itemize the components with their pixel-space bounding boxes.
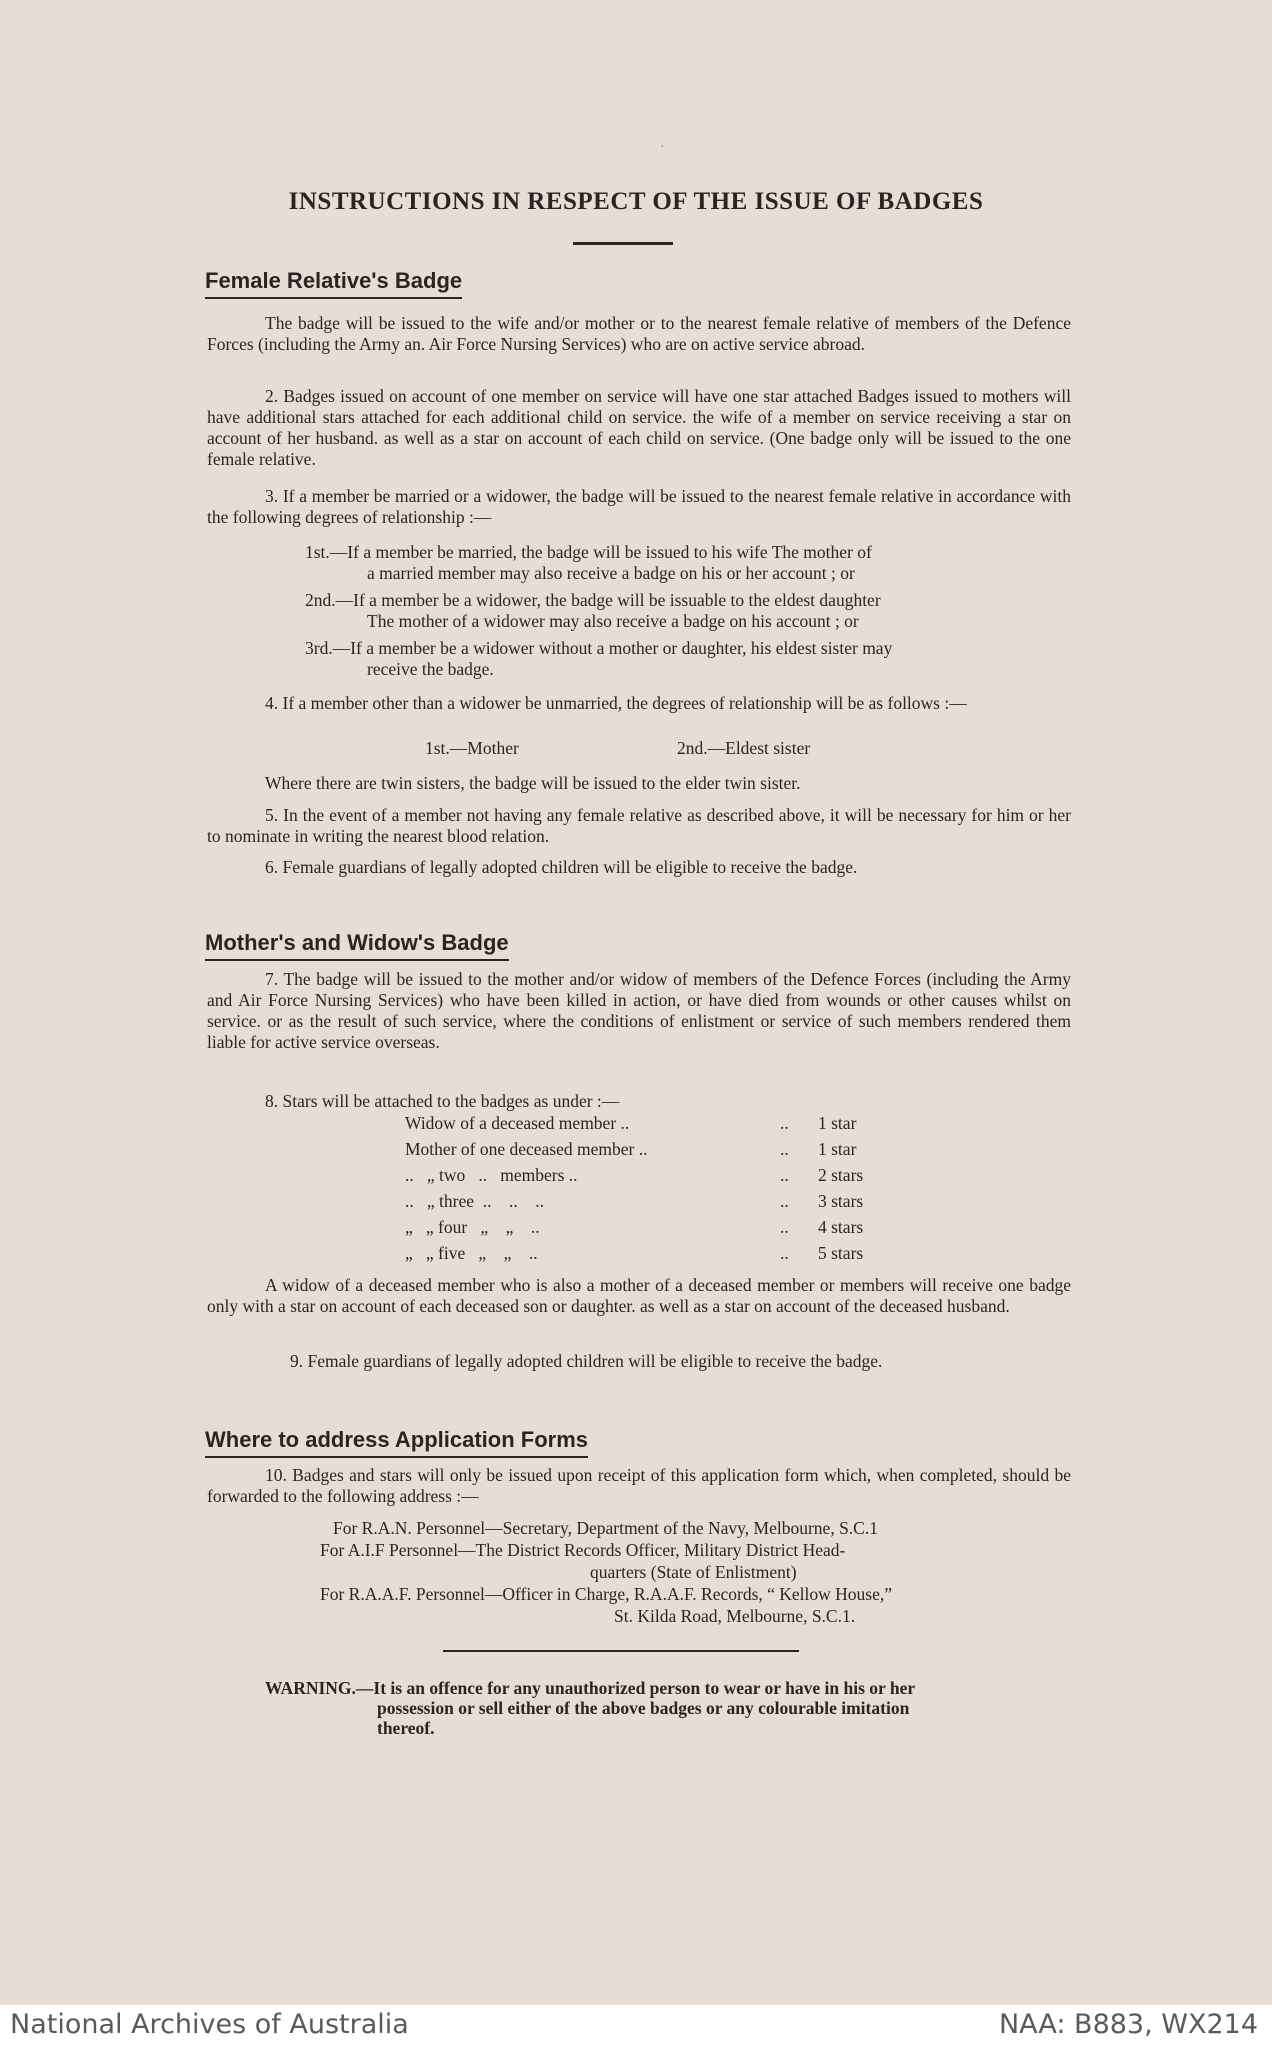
degree-1st-line2: a married member may also receive a badge on his or her account ; or	[367, 563, 855, 583]
warning-line3: thereof.	[377, 1718, 435, 1738]
address-raaf-line1: For R.A.A.F. Personnel—Officer in Charge, R.A.A.F. Records, “ Kellow House,”	[320, 1584, 893, 1604]
stars-row-value: 2 stars	[818, 1165, 864, 1185]
relationship-first: 1st.—Mother	[425, 738, 519, 758]
warning-line2: possession or sell either of the above badges or any colourable imitation	[377, 1698, 910, 1718]
stars-row-dots: ..	[780, 1217, 789, 1237]
heading-mother-widow: Mother's and Widow's Badge	[205, 930, 509, 961]
warning-line1: WARNING.—It is an offence for any unauthorized person to wear or have in his or her	[265, 1678, 916, 1698]
stars-row-dots: ..	[780, 1243, 789, 1263]
heading-address: Where to address Application Forms	[205, 1427, 588, 1458]
degree-1st-line1: 1st.—If a member be married, the badge will be issued to his wife The mother of	[305, 542, 872, 562]
archive-footer	[0, 2005, 1272, 2048]
stars-row-label: Mother of one deceased member ..	[405, 1139, 648, 1159]
paragraph-10: 10. Badges and stars will only be issued upon receipt of this application form which, when completed, should be forwarded to the following address :—	[207, 1465, 1071, 1506]
paragraph-6: 6. Female guardians of legally adopted children will be eligible to receive the badge.	[265, 857, 858, 877]
stars-row-dots: ..	[780, 1165, 789, 1185]
stars-row-label: .. „ three .. .. ..	[405, 1191, 544, 1211]
twin-sisters-note: Where there are twin sisters, the badge will be issued to the elder twin sister.	[265, 773, 801, 793]
stars-row-label: .. „ two .. members ..	[405, 1165, 578, 1185]
heading-female-relative: Female Relative's Badge	[205, 268, 462, 299]
page-title: INSTRUCTIONS IN RESPECT OF THE ISSUE OF BADGES	[288, 188, 984, 215]
stars-row-label: „ „ four „ „ ..	[405, 1217, 540, 1237]
degree-3rd-line1: 3rd.—If a member be a widower without a mother or daughter, his eldest sister may	[305, 638, 893, 658]
degree-3rd-line2: receive the badge.	[367, 659, 494, 679]
stars-row-dots: ..	[780, 1191, 789, 1211]
paragraph-4: 4. If a member other than a widower be unmarried, the degrees of relationship will be as follows :—	[265, 693, 967, 713]
degree-3rd	[305, 638, 1071, 680]
degree-1st	[305, 542, 1071, 584]
stars-row-value: 3 stars	[818, 1191, 864, 1211]
address-aif-line1: For A.I.F Personnel—The District Records Officer, Military District Head-	[320, 1540, 846, 1560]
paragraph-8: 8. Stars will be attached to the badges as under :—	[265, 1091, 620, 1111]
address-raaf-line2: St. Kilda Road, Melbourne, S.C.1.	[614, 1606, 856, 1626]
widow-note: A widow of a deceased member who is also a mother of a deceased member or members will receive one badge only with a star on account of each deceased son or daughter. as well as a star on account of the deceased husband.	[207, 1275, 1071, 1316]
stars-row-value: 4 stars	[818, 1217, 864, 1237]
degree-2nd	[305, 590, 1071, 632]
address-aif-line2: quarters (State of Enlistment)	[590, 1562, 797, 1582]
stars-row-value: 1 star	[818, 1139, 857, 1159]
title-divider	[573, 242, 673, 245]
address-ran: For R.A.N. Personnel—Secretary, Department of the Navy, Melbourne, S.C.1	[333, 1518, 878, 1538]
paragraph-9: 9. Female guardians of legally adopted children will be eligible to receive the badge.	[290, 1351, 883, 1371]
paragraph-1: The badge will be issued to the wife and/or mother or to the nearest female relative of members of the Defence Forces (including the Army an. Air Force Nursing Services) who are on active service abroad.	[207, 313, 1071, 354]
stars-row-value: 1 star	[818, 1113, 857, 1133]
stars-row-dots: ..	[780, 1113, 789, 1133]
stars-row-label: „ „ five „ „ ..	[405, 1243, 538, 1263]
page-mark: ·	[660, 140, 665, 155]
archive-name: National Archives of Australia	[10, 2009, 409, 2040]
stars-row-dots: ..	[780, 1139, 789, 1159]
stars-row-label: Widow of a deceased member ..	[405, 1113, 630, 1133]
paragraph-2: 2. Badges issued on account of one member on service will have one star attached Badges issued to mothers will have additional stars attached for each additional child on service. the wife of a member on service receiving a star on account of her husband. as well as a star on account of each child on service. (One badge only will be issued to the one female relative.	[207, 386, 1071, 469]
warning-notice	[265, 1678, 1025, 1738]
relationship-second: 2nd.—Eldest sister	[677, 738, 811, 758]
degree-2nd-line1: 2nd.—If a member be a widower, the badge will be issuable to the eldest daughter	[305, 590, 881, 610]
section-divider	[443, 1650, 799, 1652]
stars-row-value: 5 stars	[818, 1243, 864, 1263]
archive-reference: NAA: B883, WX214	[998, 2009, 1258, 2040]
degree-2nd-line2: The mother of a widower may also receive a badge on his account ; or	[367, 611, 859, 631]
paragraph-5: 5. In the event of a member not having any female relative as described above, it will be necessary for him or her to nominate in writing the nearest blood relation.	[207, 805, 1071, 846]
paragraph-7: 7. The badge will be issued to the mother and/or widow of members of the Defence Forces (including the Army and Air Force Nursing Services) who have been killed in action, or have died from wounds or other causes whilst on service. or as the result of such service, where the conditions of enlistment or service of such members rendered them liable for active service overseas.	[207, 969, 1071, 1052]
paragraph-3: 3. If a member be married or a widower, the badge will be issued to the nearest female relative in accordance with the following degrees of relationship :—	[207, 486, 1071, 527]
